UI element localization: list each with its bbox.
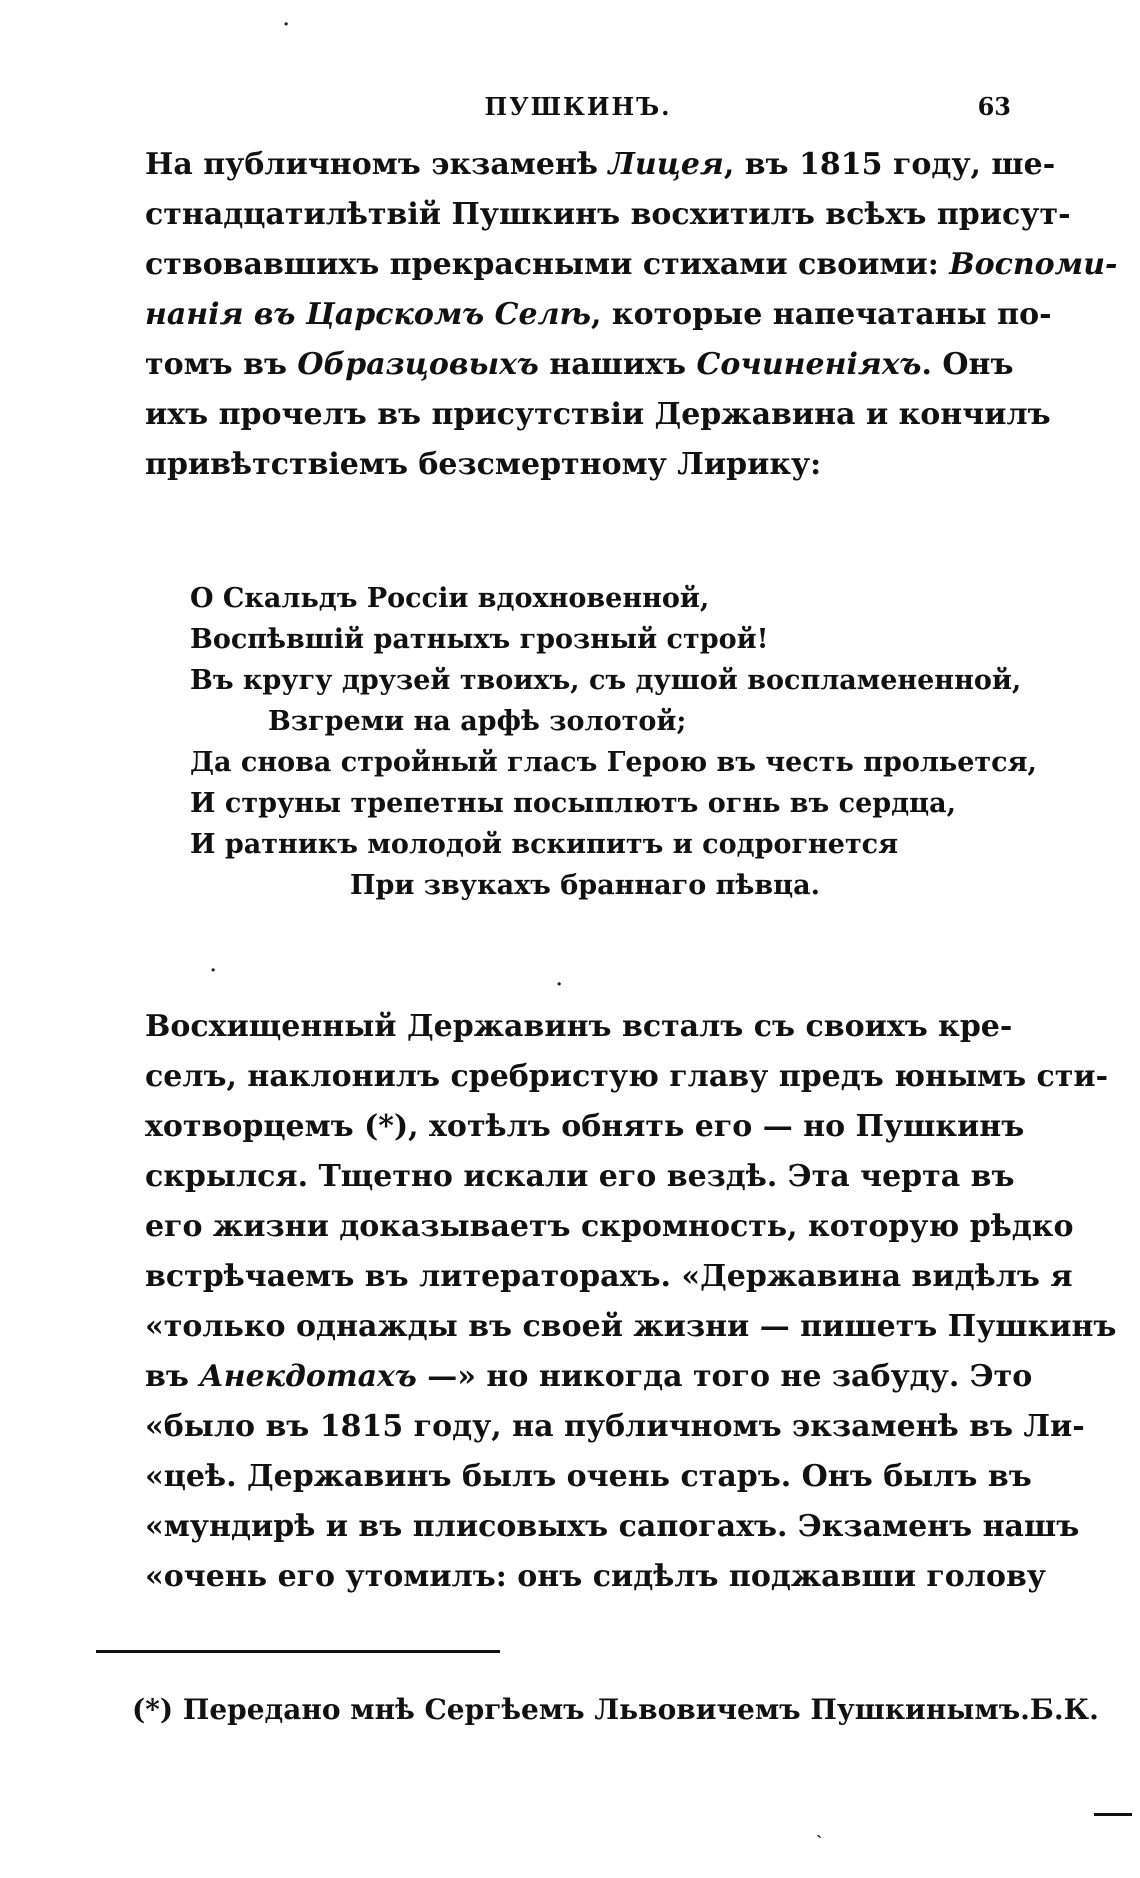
footnote: (*) Передано мнѣ Сергѣемъ Львовичемъ Пушкинымъ.Б.К. (132, 1693, 1099, 1726)
text-line (145, 1402, 1085, 1452)
poem-verse: При звукахъ браннаго пѣвца. (350, 870, 820, 901)
text-run: ствовавшихъ прекрасными стихами своими: (145, 247, 950, 282)
italic-title-text: Образцовыхъ (297, 347, 539, 382)
text-run: —» но никогда того не забуду. Это (416, 1359, 1033, 1394)
text-run: ихъ прочелъ въ присутствіи Державина и кончилъ (145, 397, 1051, 432)
text-line (145, 390, 1051, 440)
page-edge-mark (1094, 1813, 1132, 1816)
text-run: его жизни доказываетъ скромность, которую рѣдко (145, 1209, 1074, 1244)
text-line (145, 1052, 1109, 1102)
text-line (145, 140, 1056, 190)
paragraph-2 (145, 1002, 1117, 1602)
italic-title-text: Лицея (608, 147, 724, 182)
italic-title-text: нанія въ Царскомъ Селѣ (145, 297, 592, 332)
text-run: селъ, наклонилъ сребристую главу предъ юнымъ сти- (145, 1059, 1109, 1094)
text-run: хотворцемъ (*), хотѣлъ обнять его — но Пушкинъ (145, 1109, 1025, 1144)
text-run: въ (145, 1359, 200, 1394)
text-line (145, 190, 1071, 240)
poem-verse: И струны трепетны посыплютъ огнь въ сердца, (190, 788, 957, 819)
text-line (145, 1202, 1074, 1252)
text-run: томъ въ (145, 347, 298, 382)
footnote-rule (96, 1650, 500, 1653)
text-run: скрылся. Тщетно искали его вездѣ. Эта черта въ (145, 1159, 1015, 1194)
print-speck: ˎ (816, 1818, 822, 1839)
text-run: , въ 1815 году, ше- (723, 147, 1056, 182)
print-speck: · (210, 960, 217, 981)
print-speck: · (556, 974, 563, 995)
text-line (145, 1452, 1032, 1502)
text-run: привѣтствіемъ безсмертному Лирику: (145, 447, 822, 482)
text-run: . Онъ (921, 347, 1014, 382)
text-run: стнадцатилѣтвій Пушкинъ восхитилъ всѣхъ присут- (145, 197, 1071, 232)
text-run: На публичномъ экзаменѣ (145, 147, 609, 182)
poem-verse: Взгреми на арфѣ золотой; (268, 706, 687, 737)
text-line (145, 340, 1014, 390)
italic-title-text: Анекдотахъ (199, 1359, 417, 1394)
poem-verse: Въ кругу друзей твоихъ, съ душой воспламененной, (190, 665, 1022, 696)
text-line (145, 1502, 1080, 1552)
poem-verse: Да снова стройный гласъ Герою въ честь прольется, (190, 747, 1037, 778)
text-run: «было въ 1815 году, на публичномъ экзаменѣ въ Ли- (145, 1409, 1085, 1444)
text-run: «мундирѣ и въ плисовыхъ сапогахъ. Экзаменъ нашъ (145, 1509, 1080, 1544)
poem-quotation (190, 578, 1037, 906)
running-head (145, 92, 1011, 132)
text-line (145, 1552, 1047, 1602)
text-line (145, 440, 1011, 490)
text-line (145, 1352, 1033, 1402)
poem-verse: Воспѣвшій ратныхъ грозный строй! (190, 624, 769, 655)
text-run: , которые напечатаны по- (591, 297, 1052, 332)
text-run: нашихъ (538, 347, 697, 382)
poem-verse: И ратникъ молодой вскипитъ и содрогнется (190, 829, 899, 860)
paragraph-1 (145, 140, 1118, 490)
page-number: 63 (977, 92, 1011, 121)
text-line (145, 290, 1052, 340)
running-title: ПУШКИНЪ. (484, 92, 672, 121)
text-line (145, 1152, 1015, 1202)
text-line (145, 1002, 1011, 1052)
print-speck: · (283, 14, 290, 35)
text-run: «цеѣ. Державинъ былъ очень старъ. Онъ былъ въ (145, 1459, 1032, 1494)
italic-title-text: Воспоми- (949, 247, 1118, 282)
text-run: «только однажды въ своей жизни — пишетъ Пушкинъ (145, 1309, 1117, 1344)
text-line (145, 1302, 1117, 1352)
italic-title-text: Сочиненіяхъ (696, 347, 922, 382)
poem-verse: О Скальдъ Россіи вдохновенной, (190, 583, 710, 614)
text-run: «очень его утомилъ: онъ сидѣлъ поджавши голову (145, 1559, 1047, 1594)
text-line (145, 1252, 1073, 1302)
text-line (145, 1102, 1025, 1152)
text-run: Восхищенный Державинъ всталъ съ своихъ кре- (145, 1009, 1013, 1044)
text-line (145, 240, 1118, 290)
text-run: встрѣчаемъ въ литераторахъ. «Державина видѣлъ я (145, 1259, 1073, 1294)
